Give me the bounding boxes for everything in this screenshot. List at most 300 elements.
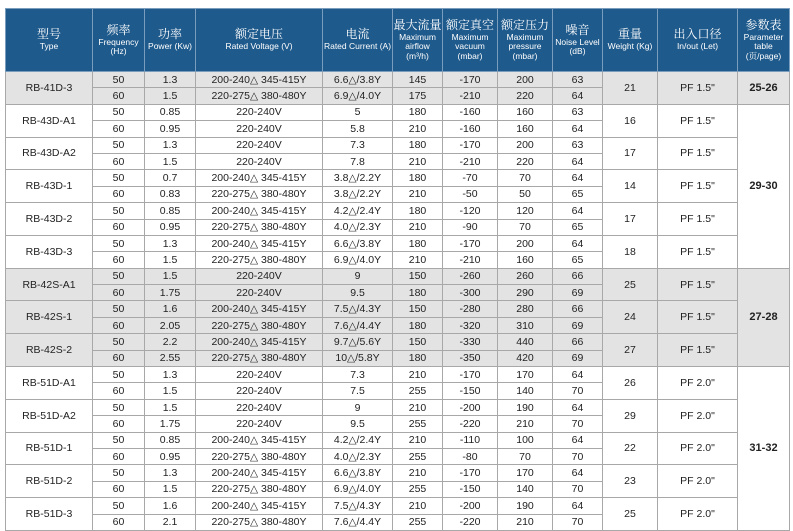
voltage-cell: 220-240V: [196, 285, 323, 301]
power-cell: 1.5: [145, 153, 196, 169]
voltage-cell: 220-240V: [196, 399, 323, 415]
power-cell: 1.5: [145, 383, 196, 399]
col-header-airflow: 最大流量 Maximum airflow (m³/h): [393, 9, 443, 72]
noise-cell: 64: [553, 399, 603, 415]
vacuum-cell: -330: [443, 334, 498, 350]
noise-cell: 65: [553, 252, 603, 268]
voltage-cell: 220-275△ 380-480Y: [196, 252, 323, 268]
noise-cell: 63: [553, 72, 603, 88]
voltage-cell: 200-240△ 345-415Y: [196, 334, 323, 350]
table-row: [6, 104, 790, 120]
vacuum-cell: -160: [443, 121, 498, 137]
pressure-cell: 200: [498, 72, 553, 88]
voltage-cell: 220-240V: [196, 383, 323, 399]
frequency-cell: 60: [93, 350, 145, 366]
frequency-cell: 60: [93, 186, 145, 202]
spec-table: [5, 8, 790, 531]
current-cell: 5.8: [323, 121, 393, 137]
frequency-cell: 60: [93, 514, 145, 530]
voltage-cell: 220-240V: [196, 104, 323, 120]
voltage-cell: 220-275△ 380-480Y: [196, 448, 323, 464]
pressure-cell: 50: [498, 186, 553, 202]
voltage-cell: 200-240△ 345-415Y: [196, 465, 323, 481]
noise-cell: 63: [553, 104, 603, 120]
model-type-cell: RB-51D-1: [6, 432, 93, 465]
current-cell: 6.9△/4.0Y: [323, 252, 393, 268]
pressure-cell: 160: [498, 121, 553, 137]
pressure-cell: 170: [498, 367, 553, 383]
airflow-cell: 175: [393, 88, 443, 104]
model-type-cell: RB-41D-3: [6, 72, 93, 105]
spec-table-container: [5, 8, 789, 531]
table-row: [6, 203, 790, 219]
airflow-cell: 255: [393, 448, 443, 464]
model-type-cell: RB-51D-2: [6, 465, 93, 498]
airflow-cell: 150: [393, 301, 443, 317]
airflow-cell: 180: [393, 317, 443, 333]
model-type-cell: RB-43D-A2: [6, 137, 93, 170]
voltage-cell: 220-240V: [196, 268, 323, 284]
table-row: [6, 367, 790, 383]
frequency-cell: 50: [93, 203, 145, 219]
noise-cell: 64: [553, 367, 603, 383]
airflow-cell: 210: [393, 252, 443, 268]
noise-cell: 70: [553, 383, 603, 399]
voltage-cell: 220-240V: [196, 367, 323, 383]
frequency-cell: 60: [93, 252, 145, 268]
voltage-cell: 220-275△ 380-480Y: [196, 219, 323, 235]
current-cell: 7.3: [323, 137, 393, 153]
current-cell: 7.3: [323, 367, 393, 383]
vacuum-cell: -70: [443, 170, 498, 186]
frequency-cell: 60: [93, 88, 145, 104]
col-header-inout: 出入口径 In/out (Let): [658, 9, 738, 72]
vacuum-cell: -220: [443, 416, 498, 432]
weight-cell: 17: [603, 137, 658, 170]
noise-cell: 64: [553, 153, 603, 169]
airflow-cell: 210: [393, 121, 443, 137]
airflow-cell: 210: [393, 399, 443, 415]
frequency-cell: 60: [93, 121, 145, 137]
vacuum-cell: -150: [443, 383, 498, 399]
noise-cell: 63: [553, 137, 603, 153]
table-row: [6, 170, 790, 186]
col-header-frequency: 频率 Frequency (Hz): [93, 9, 145, 72]
model-type-cell: RB-51D-3: [6, 498, 93, 531]
pressure-cell: 310: [498, 317, 553, 333]
current-cell: 9.5: [323, 416, 393, 432]
weight-cell: 26: [603, 367, 658, 400]
noise-cell: 64: [553, 203, 603, 219]
voltage-cell: 220-275△ 380-480Y: [196, 317, 323, 333]
inout-cell: PF 1.5": [658, 334, 738, 367]
noise-cell: 64: [553, 88, 603, 104]
weight-cell: 14: [603, 170, 658, 203]
col-header-type: 型号 Type: [6, 9, 93, 72]
pressure-cell: 190: [498, 399, 553, 415]
noise-cell: 65: [553, 186, 603, 202]
airflow-cell: 255: [393, 481, 443, 497]
spec-table-body: [6, 72, 790, 531]
power-cell: 0.95: [145, 121, 196, 137]
col-header-power: 功率 Power (Kw): [145, 9, 196, 72]
voltage-cell: 220-275△ 380-480Y: [196, 514, 323, 530]
current-cell: 9.7△/5.6Y: [323, 334, 393, 350]
noise-cell: 65: [553, 219, 603, 235]
table-row: [6, 301, 790, 317]
pressure-cell: 70: [498, 219, 553, 235]
power-cell: 1.3: [145, 235, 196, 251]
noise-cell: 70: [553, 481, 603, 497]
model-type-cell: RB-43D-1: [6, 170, 93, 203]
frequency-cell: 50: [93, 235, 145, 251]
airflow-cell: 210: [393, 367, 443, 383]
airflow-cell: 150: [393, 334, 443, 350]
vacuum-cell: -210: [443, 252, 498, 268]
power-cell: 1.75: [145, 416, 196, 432]
voltage-cell: 220-275△ 380-480Y: [196, 186, 323, 202]
frequency-cell: 50: [93, 399, 145, 415]
col-header-page: 参数表 Parameter table (页/page): [738, 9, 790, 72]
table-row: [6, 465, 790, 481]
vacuum-cell: -160: [443, 104, 498, 120]
power-cell: 1.3: [145, 72, 196, 88]
frequency-cell: 50: [93, 367, 145, 383]
power-cell: 1.3: [145, 137, 196, 153]
power-cell: 0.85: [145, 104, 196, 120]
weight-cell: 23: [603, 465, 658, 498]
power-cell: 0.95: [145, 219, 196, 235]
airflow-cell: 255: [393, 514, 443, 530]
pressure-cell: 160: [498, 252, 553, 268]
voltage-cell: 220-275△ 380-480Y: [196, 350, 323, 366]
model-type-cell: RB-43D-2: [6, 203, 93, 236]
voltage-cell: 200-240△ 345-415Y: [196, 235, 323, 251]
table-row: [6, 268, 790, 284]
voltage-cell: 220-275△ 380-480Y: [196, 481, 323, 497]
weight-cell: 16: [603, 104, 658, 137]
vacuum-cell: -170: [443, 465, 498, 481]
noise-cell: 64: [553, 432, 603, 448]
vacuum-cell: -280: [443, 301, 498, 317]
model-type-cell: RB-51D-A2: [6, 399, 93, 432]
weight-cell: 22: [603, 432, 658, 465]
col-header-current: 电流 Rated Current (A): [323, 9, 393, 72]
model-type-cell: RB-43D-A1: [6, 104, 93, 137]
noise-cell: 69: [553, 350, 603, 366]
vacuum-cell: -200: [443, 498, 498, 514]
page-ref-cell: 29-30: [738, 104, 790, 268]
weight-cell: 17: [603, 203, 658, 236]
current-cell: 7.5: [323, 383, 393, 399]
current-cell: 4.0△/2.3Y: [323, 219, 393, 235]
table-row: [6, 432, 790, 448]
noise-cell: 69: [553, 317, 603, 333]
frequency-cell: 60: [93, 317, 145, 333]
power-cell: 1.5: [145, 481, 196, 497]
pressure-cell: 210: [498, 416, 553, 432]
pressure-cell: 190: [498, 498, 553, 514]
airflow-cell: 180: [393, 170, 443, 186]
vacuum-cell: -170: [443, 72, 498, 88]
noise-cell: 64: [553, 465, 603, 481]
vacuum-cell: -110: [443, 432, 498, 448]
noise-cell: 66: [553, 268, 603, 284]
voltage-cell: 200-240△ 345-415Y: [196, 203, 323, 219]
vacuum-cell: -170: [443, 137, 498, 153]
noise-cell: 70: [553, 416, 603, 432]
vacuum-cell: -210: [443, 153, 498, 169]
current-cell: 4.2△/2.4Y: [323, 432, 393, 448]
voltage-cell: 220-240V: [196, 137, 323, 153]
inout-cell: PF 1.5": [658, 104, 738, 137]
weight-cell: 24: [603, 301, 658, 334]
pressure-cell: 220: [498, 88, 553, 104]
current-cell: 4.0△/2.3Y: [323, 448, 393, 464]
power-cell: 1.5: [145, 252, 196, 268]
pressure-cell: 70: [498, 170, 553, 186]
frequency-cell: 50: [93, 432, 145, 448]
pressure-cell: 200: [498, 235, 553, 251]
inout-cell: PF 2.0": [658, 399, 738, 432]
model-type-cell: RB-43D-3: [6, 235, 93, 268]
noise-cell: 64: [553, 235, 603, 251]
frequency-cell: 50: [93, 268, 145, 284]
pressure-cell: 70: [498, 448, 553, 464]
current-cell: 10△/5.8Y: [323, 350, 393, 366]
power-cell: 2.55: [145, 350, 196, 366]
frequency-cell: 50: [93, 465, 145, 481]
power-cell: 1.3: [145, 367, 196, 383]
airflow-cell: 210: [393, 186, 443, 202]
inout-cell: PF 1.5": [658, 268, 738, 301]
inout-cell: PF 1.5": [658, 170, 738, 203]
frequency-cell: 60: [93, 383, 145, 399]
airflow-cell: 210: [393, 498, 443, 514]
frequency-cell: 60: [93, 481, 145, 497]
table-row: [6, 498, 790, 514]
pressure-cell: 420: [498, 350, 553, 366]
current-cell: 5: [323, 104, 393, 120]
power-cell: 0.85: [145, 203, 196, 219]
frequency-cell: 60: [93, 153, 145, 169]
current-cell: 3.8△/2.2Y: [323, 170, 393, 186]
airflow-cell: 210: [393, 219, 443, 235]
weight-cell: 25: [603, 268, 658, 301]
header-row: [6, 9, 790, 72]
weight-cell: 27: [603, 334, 658, 367]
noise-cell: 64: [553, 498, 603, 514]
frequency-cell: 60: [93, 219, 145, 235]
inout-cell: PF 1.5": [658, 72, 738, 105]
model-type-cell: RB-42S-2: [6, 334, 93, 367]
frequency-cell: 50: [93, 137, 145, 153]
power-cell: 1.5: [145, 268, 196, 284]
voltage-cell: 200-240△ 345-415Y: [196, 72, 323, 88]
pressure-cell: 170: [498, 465, 553, 481]
current-cell: 7.6△/4.4Y: [323, 317, 393, 333]
pressure-cell: 440: [498, 334, 553, 350]
power-cell: 1.6: [145, 498, 196, 514]
current-cell: 7.5△/4.3Y: [323, 498, 393, 514]
voltage-cell: 200-240△ 345-415Y: [196, 498, 323, 514]
current-cell: 6.6△/3.8Y: [323, 465, 393, 481]
col-header-voltage: 额定电压 Rated Voltage (V): [196, 9, 323, 72]
frequency-cell: 50: [93, 301, 145, 317]
noise-cell: 64: [553, 170, 603, 186]
col-header-pressure: 额定压力 Maximum pressure (mbar): [498, 9, 553, 72]
power-cell: 1.6: [145, 301, 196, 317]
inout-cell: PF 2.0": [658, 432, 738, 465]
weight-cell: 25: [603, 498, 658, 531]
frequency-cell: 50: [93, 170, 145, 186]
power-cell: 1.5: [145, 88, 196, 104]
pressure-cell: 220: [498, 153, 553, 169]
frequency-cell: 50: [93, 334, 145, 350]
current-cell: 9: [323, 399, 393, 415]
power-cell: 2.1: [145, 514, 196, 530]
inout-cell: PF 1.5": [658, 235, 738, 268]
inout-cell: PF 2.0": [658, 498, 738, 531]
airflow-cell: 210: [393, 432, 443, 448]
vacuum-cell: -50: [443, 186, 498, 202]
vacuum-cell: -200: [443, 399, 498, 415]
noise-cell: 70: [553, 514, 603, 530]
inout-cell: PF 2.0": [658, 367, 738, 400]
airflow-cell: 210: [393, 465, 443, 481]
table-row: [6, 72, 790, 88]
voltage-cell: 220-240V: [196, 416, 323, 432]
current-cell: 7.8: [323, 153, 393, 169]
vacuum-cell: -90: [443, 219, 498, 235]
pressure-cell: 200: [498, 137, 553, 153]
airflow-cell: 180: [393, 285, 443, 301]
table-row: [6, 399, 790, 415]
pressure-cell: 290: [498, 285, 553, 301]
voltage-cell: 220-275△ 380-480Y: [196, 88, 323, 104]
model-type-cell: RB-42S-1: [6, 301, 93, 334]
power-cell: 1.75: [145, 285, 196, 301]
frequency-cell: 60: [93, 285, 145, 301]
table-row: [6, 137, 790, 153]
power-cell: 2.05: [145, 317, 196, 333]
power-cell: 1.5: [145, 399, 196, 415]
current-cell: 7.5△/4.3Y: [323, 301, 393, 317]
noise-cell: 66: [553, 334, 603, 350]
table-row: [6, 235, 790, 251]
airflow-cell: 210: [393, 153, 443, 169]
pressure-cell: 210: [498, 514, 553, 530]
vacuum-cell: -320: [443, 317, 498, 333]
col-header-weight: 重量 Weight (Kg): [603, 9, 658, 72]
airflow-cell: 255: [393, 416, 443, 432]
current-cell: 6.9△/4.0Y: [323, 88, 393, 104]
pressure-cell: 280: [498, 301, 553, 317]
inout-cell: PF 2.0": [658, 465, 738, 498]
voltage-cell: 200-240△ 345-415Y: [196, 170, 323, 186]
frequency-cell: 60: [93, 448, 145, 464]
current-cell: 6.6△/3.8Y: [323, 235, 393, 251]
frequency-cell: 50: [93, 104, 145, 120]
current-cell: 4.2△/2.4Y: [323, 203, 393, 219]
airflow-cell: 180: [393, 235, 443, 251]
current-cell: 9: [323, 268, 393, 284]
airflow-cell: 145: [393, 72, 443, 88]
model-type-cell: RB-51D-A1: [6, 367, 93, 400]
voltage-cell: 220-240V: [196, 121, 323, 137]
vacuum-cell: -220: [443, 514, 498, 530]
pressure-cell: 140: [498, 383, 553, 399]
current-cell: 6.6△/3.8Y: [323, 72, 393, 88]
vacuum-cell: -300: [443, 285, 498, 301]
page-ref-cell: 31-32: [738, 367, 790, 531]
voltage-cell: 220-240V: [196, 153, 323, 169]
noise-cell: 64: [553, 121, 603, 137]
current-cell: 9.5: [323, 285, 393, 301]
vacuum-cell: -80: [443, 448, 498, 464]
power-cell: 0.95: [145, 448, 196, 464]
voltage-cell: 200-240△ 345-415Y: [196, 432, 323, 448]
airflow-cell: 180: [393, 104, 443, 120]
noise-cell: 69: [553, 285, 603, 301]
noise-cell: 70: [553, 448, 603, 464]
pressure-cell: 140: [498, 481, 553, 497]
current-cell: 7.6△/4.4Y: [323, 514, 393, 530]
model-type-cell: RB-42S-A1: [6, 268, 93, 301]
vacuum-cell: -260: [443, 268, 498, 284]
pressure-cell: 120: [498, 203, 553, 219]
page-ref-cell: 27-28: [738, 268, 790, 366]
frequency-cell: 50: [93, 498, 145, 514]
vacuum-cell: -120: [443, 203, 498, 219]
inout-cell: PF 1.5": [658, 203, 738, 236]
vacuum-cell: -170: [443, 367, 498, 383]
table-row: [6, 334, 790, 350]
current-cell: 3.8△/2.2Y: [323, 186, 393, 202]
airflow-cell: 180: [393, 203, 443, 219]
power-cell: 0.7: [145, 170, 196, 186]
voltage-cell: 200-240△ 345-415Y: [196, 301, 323, 317]
airflow-cell: 150: [393, 268, 443, 284]
inout-cell: PF 1.5": [658, 301, 738, 334]
current-cell: 6.9△/4.0Y: [323, 481, 393, 497]
pressure-cell: 160: [498, 104, 553, 120]
power-cell: 0.85: [145, 432, 196, 448]
col-header-noise: 噪音 Noise Level (dB): [553, 9, 603, 72]
airflow-cell: 180: [393, 137, 443, 153]
col-header-vacuum: 额定真空 Maximum vacuum (mbar): [443, 9, 498, 72]
airflow-cell: 180: [393, 350, 443, 366]
airflow-cell: 255: [393, 383, 443, 399]
weight-cell: 18: [603, 235, 658, 268]
power-cell: 1.3: [145, 465, 196, 481]
frequency-cell: 50: [93, 72, 145, 88]
page-ref-cell: 25-26: [738, 72, 790, 105]
vacuum-cell: -210: [443, 88, 498, 104]
frequency-cell: 60: [93, 416, 145, 432]
pressure-cell: 100: [498, 432, 553, 448]
inout-cell: PF 1.5": [658, 137, 738, 170]
vacuum-cell: -170: [443, 235, 498, 251]
weight-cell: 21: [603, 72, 658, 105]
power-cell: 2.2: [145, 334, 196, 350]
vacuum-cell: -350: [443, 350, 498, 366]
pressure-cell: 260: [498, 268, 553, 284]
power-cell: 0.83: [145, 186, 196, 202]
weight-cell: 29: [603, 399, 658, 432]
vacuum-cell: -150: [443, 481, 498, 497]
noise-cell: 66: [553, 301, 603, 317]
